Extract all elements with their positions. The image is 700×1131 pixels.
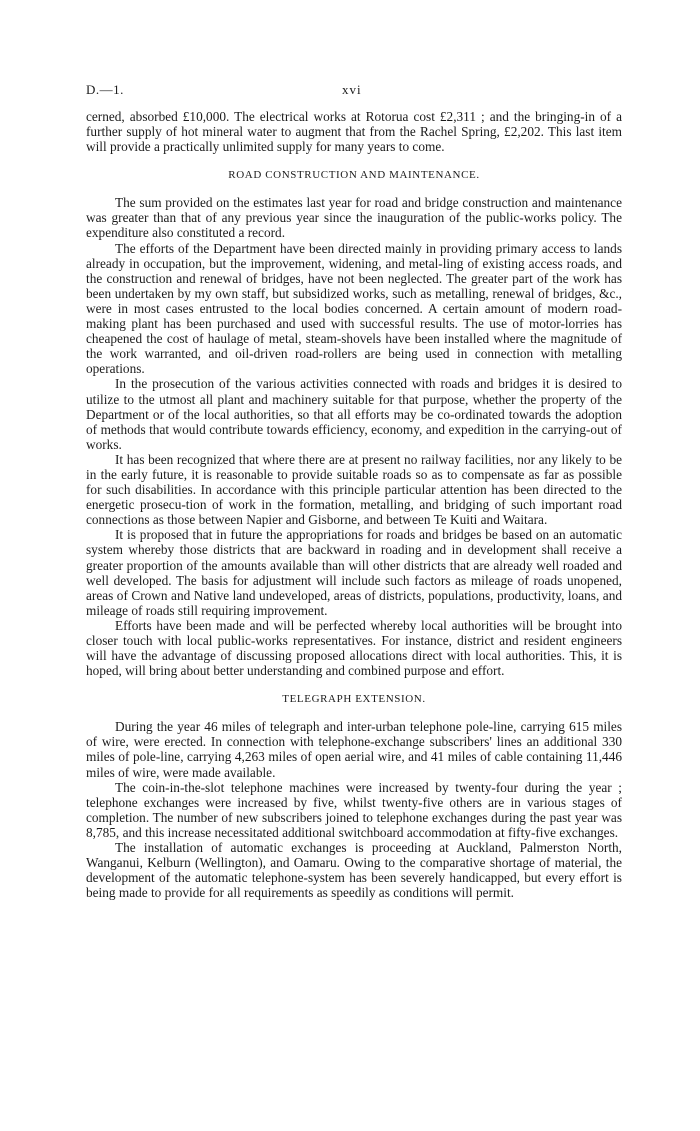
road-paragraph-3: In the prosecution of the various activities connected with roads and bridges it is desired to utilize to the utmost all plant and machinery suitable for that purpose, whether the property of the Department or of the local authorities, so that all efforts may be co-ordinated towards the adoption of methods that would contribute towards efficiency, economy, and expedition in the carrying-out of works. <box>86 376 622 452</box>
road-paragraph-5: It is proposed that in future the appropriations for roads and bridges be based on an automatic system whereby those districts that are backward in roading and in development shall receive a greater proportion of the amounts available than will other districts that are already well roaded and well developed. The basis for adjustment will include such factors as mileage of roads unopened, areas of Crown and Native land undeveloped, areas of districts, populations, productivity, loans, and mileage of roads still requiring improvement. <box>86 527 622 618</box>
page-body <box>86 109 622 900</box>
continued-paragraph: cerned, absorbed £10,000. The electrical works at Rotorua cost £2,311 ; and the bringing-in of a further supply of hot mineral water to augment that from the Rachel Spring, £2,202. This last item will provide a practically unlimited supply for many years to come. <box>86 109 622 155</box>
telegraph-paragraph-3: The installation of automatic exchanges is proceeding at Auckland, Palmerston North, Wanganui, Kelburn (Wellington), and Oamaru. Owing to the comparative shortage of material, the development of the automatic telephone-system has been severely handicapped, but every effort is being made to provide for all requirements as speedily as conditions will permit. <box>86 840 622 901</box>
document-reference: D.—1. <box>86 82 124 97</box>
road-paragraph-4: It has been recognized that where there are at present no railway facilities, nor any likely to be in the early future, it is reasonable to provide suitable roads so as to compensate as far as possible for such disabilities. In accordance with this principle particular attention has been directed to the energetic prosecu-tion of work in the formation, metalling, and bridging of such important road connections as those between Napier and Gisborne, and between Te Kuiti and Waitara. <box>86 451 622 528</box>
telegraph-paragraph-1: During the year 46 miles of telegraph and inter-urban telephone pole-line, carrying 615 miles of wire, were erected. In connection with telephone-exchange subscribers' lines an additional 330 miles of pole-line, carrying 4,263 miles of open aerial wire, and 41 miles of cable containing 11,446 miles of wire, were made available. <box>86 719 622 780</box>
page-header <box>86 82 616 102</box>
road-paragraph-6: Efforts have been made and will be perfected whereby local authorities will be brought into closer touch with local public-works representatives. For instance, district and resident engineers will have the advantage of discussing proposed allocations direct with local authorities. This, it is hoped, will bring about better understanding and combined purpose and effort. <box>86 617 622 679</box>
road-paragraph-2: The efforts of the Department have been directed mainly in providing primary access to lands already in occupation, but the improvement, widening, and metal-ling of existing access roads, and the construction and renewal of bridges, have not been neglected. The greater part of the work has been undertaken by my own staff, but subsidized works, such as metalling, renewal of bridges, &c., were in most cases entrusted to the local bodies concerned. A certain amount of modern road-making plant has been purchased and used with successful results. The use of motor-lorries has cheapened the cost of haulage of metal, steam-shovels have been installed where the magnitude of the work warranted, and oil-driven road-rollers are being used in connection with metalling operations. <box>86 240 622 377</box>
telegraph-paragraph-2: The coin-in-the-slot telephone machines were increased by twenty-four during the year ; telephone exchanges were increased by five, whilst twenty-five others are in various stages of completion. The number of new subscribers joined to telephone exchanges during the past year was 8,785, and this increase necessitated additional switchboard accommodation at fifty-five exchanges. <box>86 779 622 840</box>
section-heading-roads: ROAD CONSTRUCTION AND MAINTENANCE. <box>228 169 480 182</box>
road-paragraph-1: The sum provided on the estimates last year for road and bridge construction and maintenance was greater than that of any previous year since the inauguration of the public-works policy. The expenditure also constituted a record. <box>86 195 622 241</box>
section-heading-telegraph: TELEGRAPH EXTENSION. <box>282 693 426 706</box>
page-number: xvi <box>342 82 362 97</box>
